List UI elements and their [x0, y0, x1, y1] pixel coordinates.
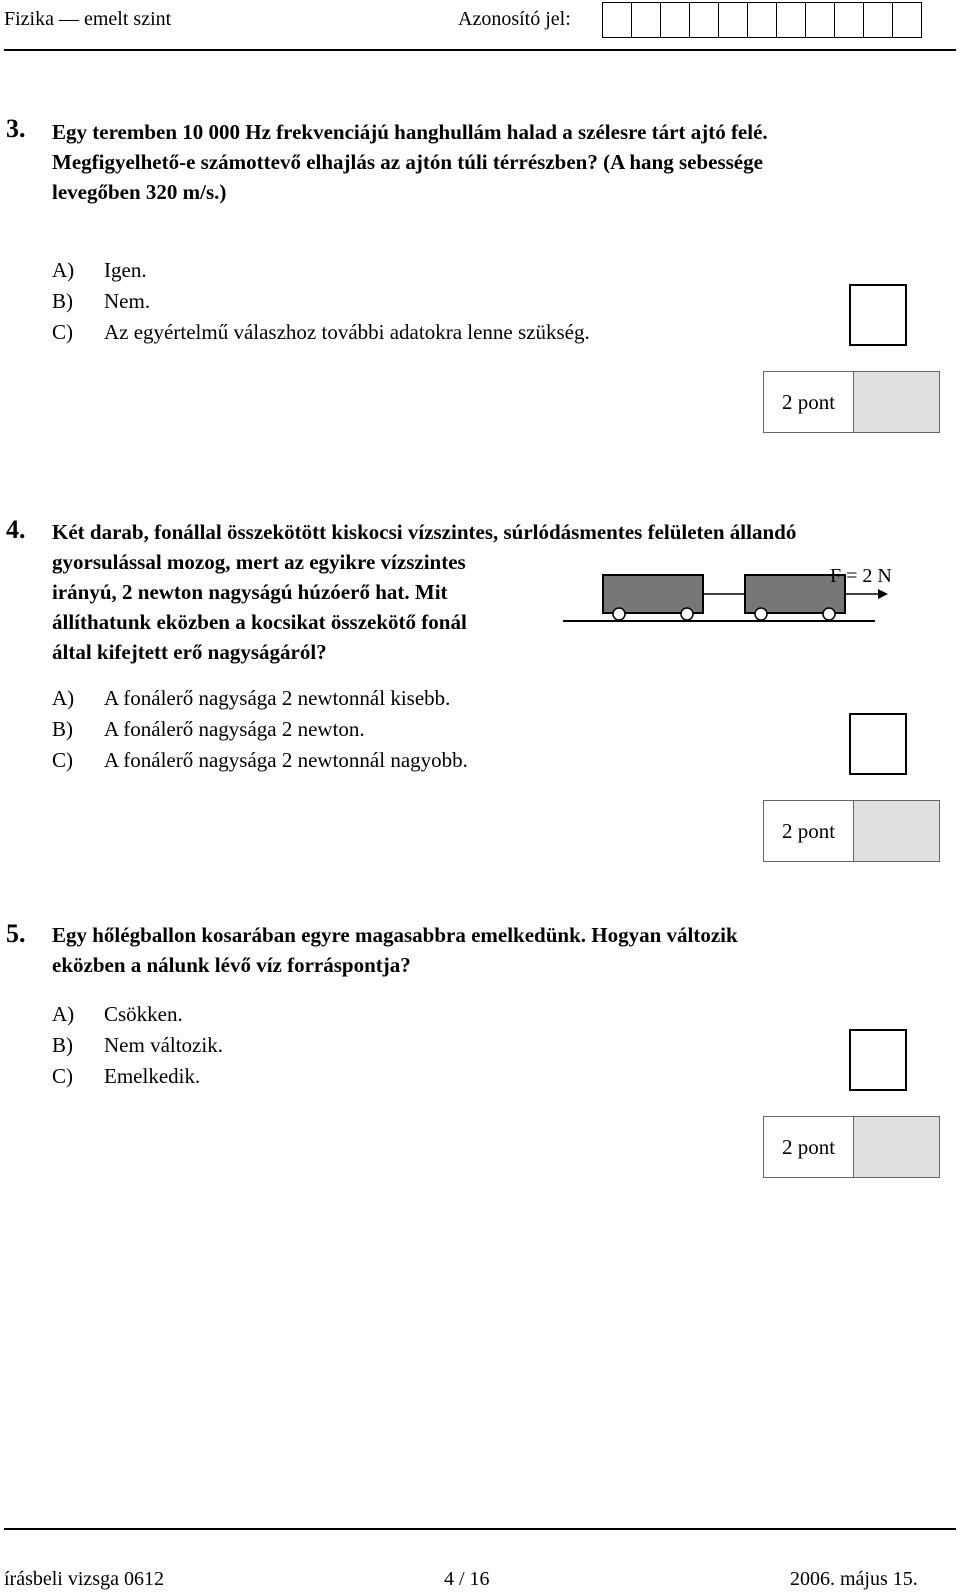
option-a — [52, 999, 223, 1030]
question-line: Megfigyelhető-e számottevő elhajlás az ajtón túli térrészben? (A hang sebessége — [52, 150, 763, 174]
question-3-answer-box[interactable] — [849, 284, 907, 346]
id-box[interactable] — [863, 2, 893, 38]
force-arrow-head — [878, 589, 888, 599]
question-line: Egy teremben 10 000 Hz frekvenciájú hanghullám halad a szélesre tárt ajtó felé. — [52, 120, 768, 144]
question-5-answer-box[interactable] — [849, 1029, 907, 1091]
option-letter: A) — [52, 258, 75, 282]
id-box[interactable] — [776, 2, 806, 38]
question-4-number: 4. — [6, 515, 26, 544]
option-c — [52, 745, 468, 776]
option-text: Igen. — [104, 258, 147, 282]
option-letter: C) — [52, 748, 73, 772]
option-letter: A) — [52, 686, 75, 710]
question-5-options — [52, 999, 223, 1092]
footer-date: 2006. május 15. — [790, 1568, 918, 1590]
id-box[interactable] — [718, 2, 748, 38]
option-text: A fonálerő nagysága 2 newton. — [104, 717, 365, 741]
score-field[interactable] — [854, 1117, 939, 1177]
cart-left — [603, 575, 703, 613]
points-label: 2 pont — [764, 1117, 854, 1177]
force-label: F = 2 N — [830, 565, 892, 587]
option-a — [52, 683, 468, 714]
option-letter: B) — [52, 289, 73, 313]
option-c — [52, 1061, 223, 1092]
question-3-number: 3. — [6, 114, 26, 143]
score-field[interactable] — [854, 801, 939, 861]
option-a — [52, 255, 590, 286]
id-box[interactable] — [602, 2, 632, 38]
id-box[interactable] — [660, 2, 690, 38]
cart-left-wheel — [613, 608, 625, 620]
question-line: Két darab, fonállal összekötött kiskocsi vízszintes, súrlódásmentes felületen állandó — [52, 520, 797, 544]
option-c — [52, 317, 590, 348]
question-line: eközben a nálunk lévő víz forráspontja? — [52, 953, 411, 977]
points-label: 2 pont — [764, 801, 854, 861]
cart-left-wheel — [681, 608, 693, 620]
option-text: Nem. — [104, 289, 151, 313]
question-3-points — [763, 371, 940, 433]
id-box[interactable] — [631, 2, 661, 38]
id-box[interactable] — [747, 2, 777, 38]
option-text: Nem változik. — [104, 1033, 223, 1057]
id-box[interactable] — [805, 2, 835, 38]
question-4-answer-box[interactable] — [849, 713, 907, 775]
option-text: A fonálerő nagysága 2 newtonnál kisebb. — [104, 686, 451, 710]
question-4-options — [52, 683, 468, 776]
cart-right-wheel — [755, 608, 767, 620]
question-3-options — [52, 255, 590, 348]
id-boxes — [603, 2, 922, 38]
id-box[interactable] — [689, 2, 719, 38]
question-4-points — [763, 800, 940, 862]
header-id-label: Azonosító jel: — [458, 8, 571, 30]
question-line: gyorsulással mozog, mert az egyikre vízszintes — [52, 550, 466, 574]
option-letter: B) — [52, 1033, 73, 1057]
option-text: A fonálerő nagysága 2 newtonnál nagyobb. — [104, 748, 468, 772]
question-5-number: 5. — [6, 919, 26, 948]
option-b — [52, 286, 590, 317]
option-letter: B) — [52, 717, 73, 741]
carts-figure — [555, 555, 915, 635]
score-field[interactable] — [854, 372, 939, 432]
question-5-points — [763, 1116, 940, 1178]
id-box[interactable] — [892, 2, 922, 38]
option-text: Emelkedik. — [104, 1064, 201, 1088]
question-3-text — [52, 117, 768, 207]
id-box[interactable] — [834, 2, 864, 38]
option-b — [52, 714, 468, 745]
footer-exam-code: írásbeli vizsga 0612 — [4, 1568, 164, 1590]
question-line: irányú, 2 newton nagyságú húzóerő hat. Mit — [52, 580, 448, 604]
footer-page-number: 4 / 16 — [444, 1568, 490, 1590]
cart-right-wheel — [823, 608, 835, 620]
question-line: által kifejtett erő nagyságáról? — [52, 640, 327, 664]
option-letter: C) — [52, 1064, 73, 1088]
option-b — [52, 1030, 223, 1061]
option-letter: A) — [52, 1002, 75, 1026]
header-subject: Fizika — emelt szint — [4, 8, 172, 30]
points-label: 2 pont — [764, 372, 854, 432]
question-5-text — [52, 920, 738, 980]
question-line: állíthatunk eközben a kocsikat összekötő fonál — [52, 610, 467, 634]
header-rule — [4, 49, 956, 51]
footer-rule — [4, 1528, 956, 1530]
question-line: levegőben 320 m/s.) — [52, 180, 227, 204]
option-text: Csökken. — [104, 1002, 183, 1026]
question-line: Egy hőlégballon kosarában egyre magasabbra emelkedünk. Hogyan változik — [52, 923, 738, 947]
option-text: Az egyértelmű válaszhoz további adatokra lenne szükség. — [104, 320, 590, 344]
option-letter: C) — [52, 320, 73, 344]
